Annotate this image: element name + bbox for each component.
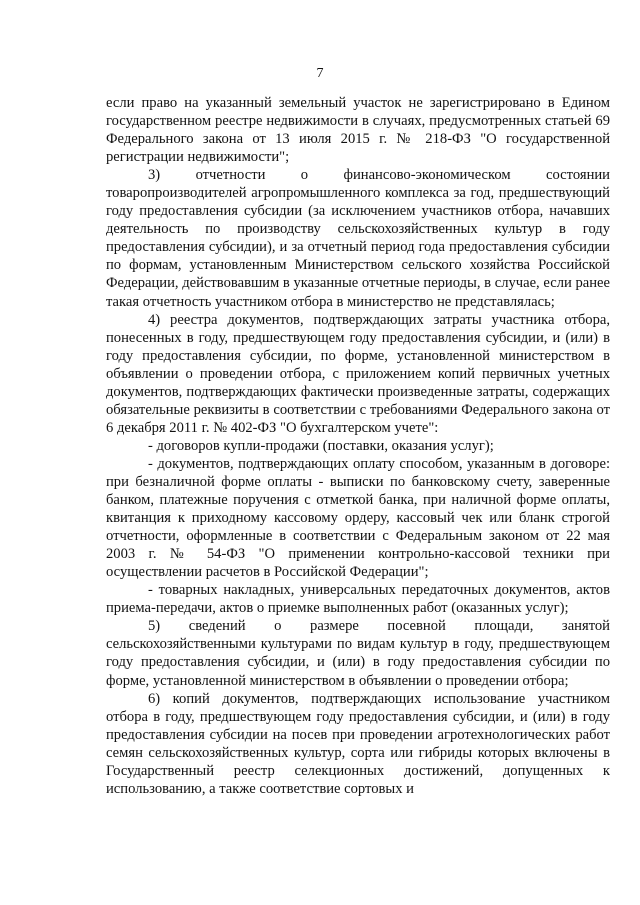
paragraph-bullet-contracts: - договоров купли-продажи (поставки, оказания услуг);: [148, 437, 494, 454]
paragraph-continuation: если право на указанный земельный участок не зарегистрировано в Едином государственном реестре недвижимости в случаях, предусмотренных статьей 69 Федерального закона от 13 июля 2015 г. № 218-ФЗ "О государственной регистрации недвижимости";: [106, 95, 610, 166]
paragraph-bullet-payment-docs: - документов, подтверждающих оплату способом, указанным в договоре: при безналичной форме оплаты - выписки по банковскому счету, заверенные банком, платежные поручения с отметкой банка, при наличной форме оплаты, квитанция к приходному кассовому ордеру, кассовый чек или бланк строгой отчетности, оформленные в соответствии с Федеральным законом от 22 мая 2003 г. № 54-ФЗ "О применении контрольно-кассовой техники при осуществлении расчетов в Российской Федерации";: [106, 455, 610, 581]
page-number: 7: [316, 66, 324, 81]
paragraph-bullet-invoices: - товарных накладных, универсальных передаточных документов, актов приема-передачи, актов о приемке выполненных работ (оказанных услуг);: [106, 582, 610, 617]
paragraph-item-4: 4) реестра документов, подтверждающих затраты участника отбора, понесенных в году, предшествующем году предоставления субсидии, и (или) в году предоставления субсидии, по форме, установленной министерством в объявлении о проведении отбора, с приложением копий первичных учетных документов, подтверждающих фактически произведенные затраты, содержащих обязательные реквизиты в соответствии с требованиями Федерального закона от 6 декабря 2011 г. № 402-ФЗ "О бухгалтерском учете":: [106, 311, 610, 436]
paragraph-item-6: 6) копий документов, подтверждающих использование участником отбора в году, предшествующем году предоставления субсидии, и (или) в году предоставления субсидии на посев при проведении агротехнологических работ семян сельскохозяйственных культур, сорта или гибриды которых включены в Государственный реестр селекционных достижений, допущенных к использованию, а также соответствие сортовых и: [106, 690, 610, 797]
document-body: [106, 94, 610, 798]
paragraph-item-3: 3) отчетности о финансово-экономическом состоянии товаропроизводителей агропромышленного комплекса за год, предшествующий году предоставления субсидии (за исключением участников отбора, начавших деятельность по производству сельскохозяйственных культур в году предоставления субсидии), и за отчетный период года предоставления субсидии по формам, установленным Министерством сельского хозяйства Российской Федерации, действовавшим в указанные отчетные периоды, в случае, если ранее такая отчетность участником отбора в министерство не представлялась;: [106, 167, 610, 310]
paragraph-item-5: 5) сведений о размере посевной площади, занятой сельскохозяйственными культурами по видам культур в году, предшествующем году предоставления субсидии, и (или) в году предоставления субсидии по форме, установленной министерством в объявлении о проведении отбора;: [106, 618, 610, 689]
